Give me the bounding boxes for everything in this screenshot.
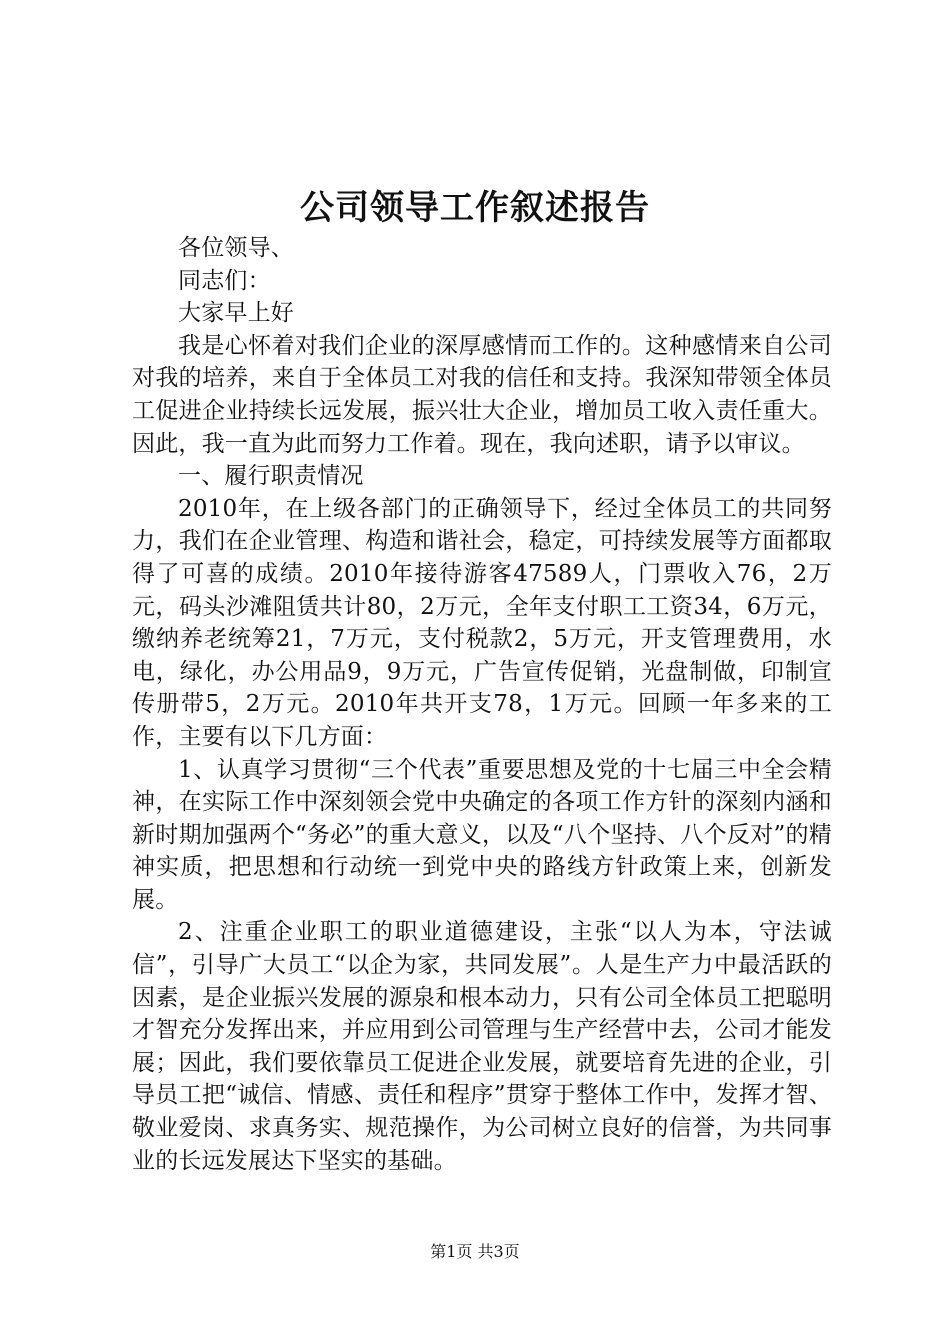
document-title: 公司领导工作叙述报告 (300, 188, 650, 228)
paragraph-item-1: 1、认真学习贯彻“三个代表”重要思想及党的十七届三中全会精神，在实际工作中深刻领会党中央确定的各项工作方针的深刻内涵和新时期加强两个“务必”的重大意义，以及“八个坚持、八个反对”的精神实质，把思想和行动统一到党中央的路线方针政策上来，创新发展。 (132, 756, 832, 913)
salutation-leaders: 各位领导、 (178, 235, 294, 261)
paragraph-2010-results: 2010年，在上级各部门的正确领导下，经过全体员工的共同努力，我们在企业管理、构造和谐社会，稳定，可持续发展等方面都取得了可喜的成绩。2010年接待游客47589人，门票收入76，2万元，码头沙滩阻赁共计80，2万元，全年支付职工工资34，6万元，缴纳养老统筹21，7万元，支付税款2，5万元，开支管理费用，水电，绿化，办公用品9，9万元，广告宣传促销，光盘制做，印制宣传册带5，2万元。2010年共开支78，1万元。回顾一年多来的工作，主要有以下几方面： (132, 495, 832, 750)
greeting: 大家早上好 (178, 300, 294, 327)
paragraph-item-2: 2、注重企业职工的职业道德建设，主张“以人为本，守法诚信”，引导广大员工“以企为家，共同发展”。人是生产力中最活跃的因素，是企业振兴发展的源泉和根本动力，只有公司全体员工把聪明才智充分发挥出来，并应用到公司管理与生产经营中去，公司才能发展；因此，我们要依靠员工促进企业发展，就要培育先进的企业，引导员工把“诚信、情感、责任和程序”贯穿于整体工作中，发挥才智、敬业爱岗、求真务实、规范操作，为公司树立良好的信誉，为共同事业的长远发展达下坚实的基础。 (132, 919, 832, 1174)
salutation-comrades: 同志们： (178, 267, 271, 294)
document-body (132, 232, 832, 1177)
page-number-footer: 第1页 共3页 (430, 1242, 520, 1261)
intro-paragraph: 我是心怀着对我们企业的深厚感情而工作的。这种感情来自公司对我的培养，来自于全体员工对我的信任和支持。我深知带领全体员工促进企业持续长远发展，振兴壮大企业，增加员工收入责任重大。因此，我一直为此而努力工作着。现在，我向述职，请予以审议。 (132, 332, 832, 457)
section-heading-duties: 一、履行职责情况 (178, 463, 364, 490)
